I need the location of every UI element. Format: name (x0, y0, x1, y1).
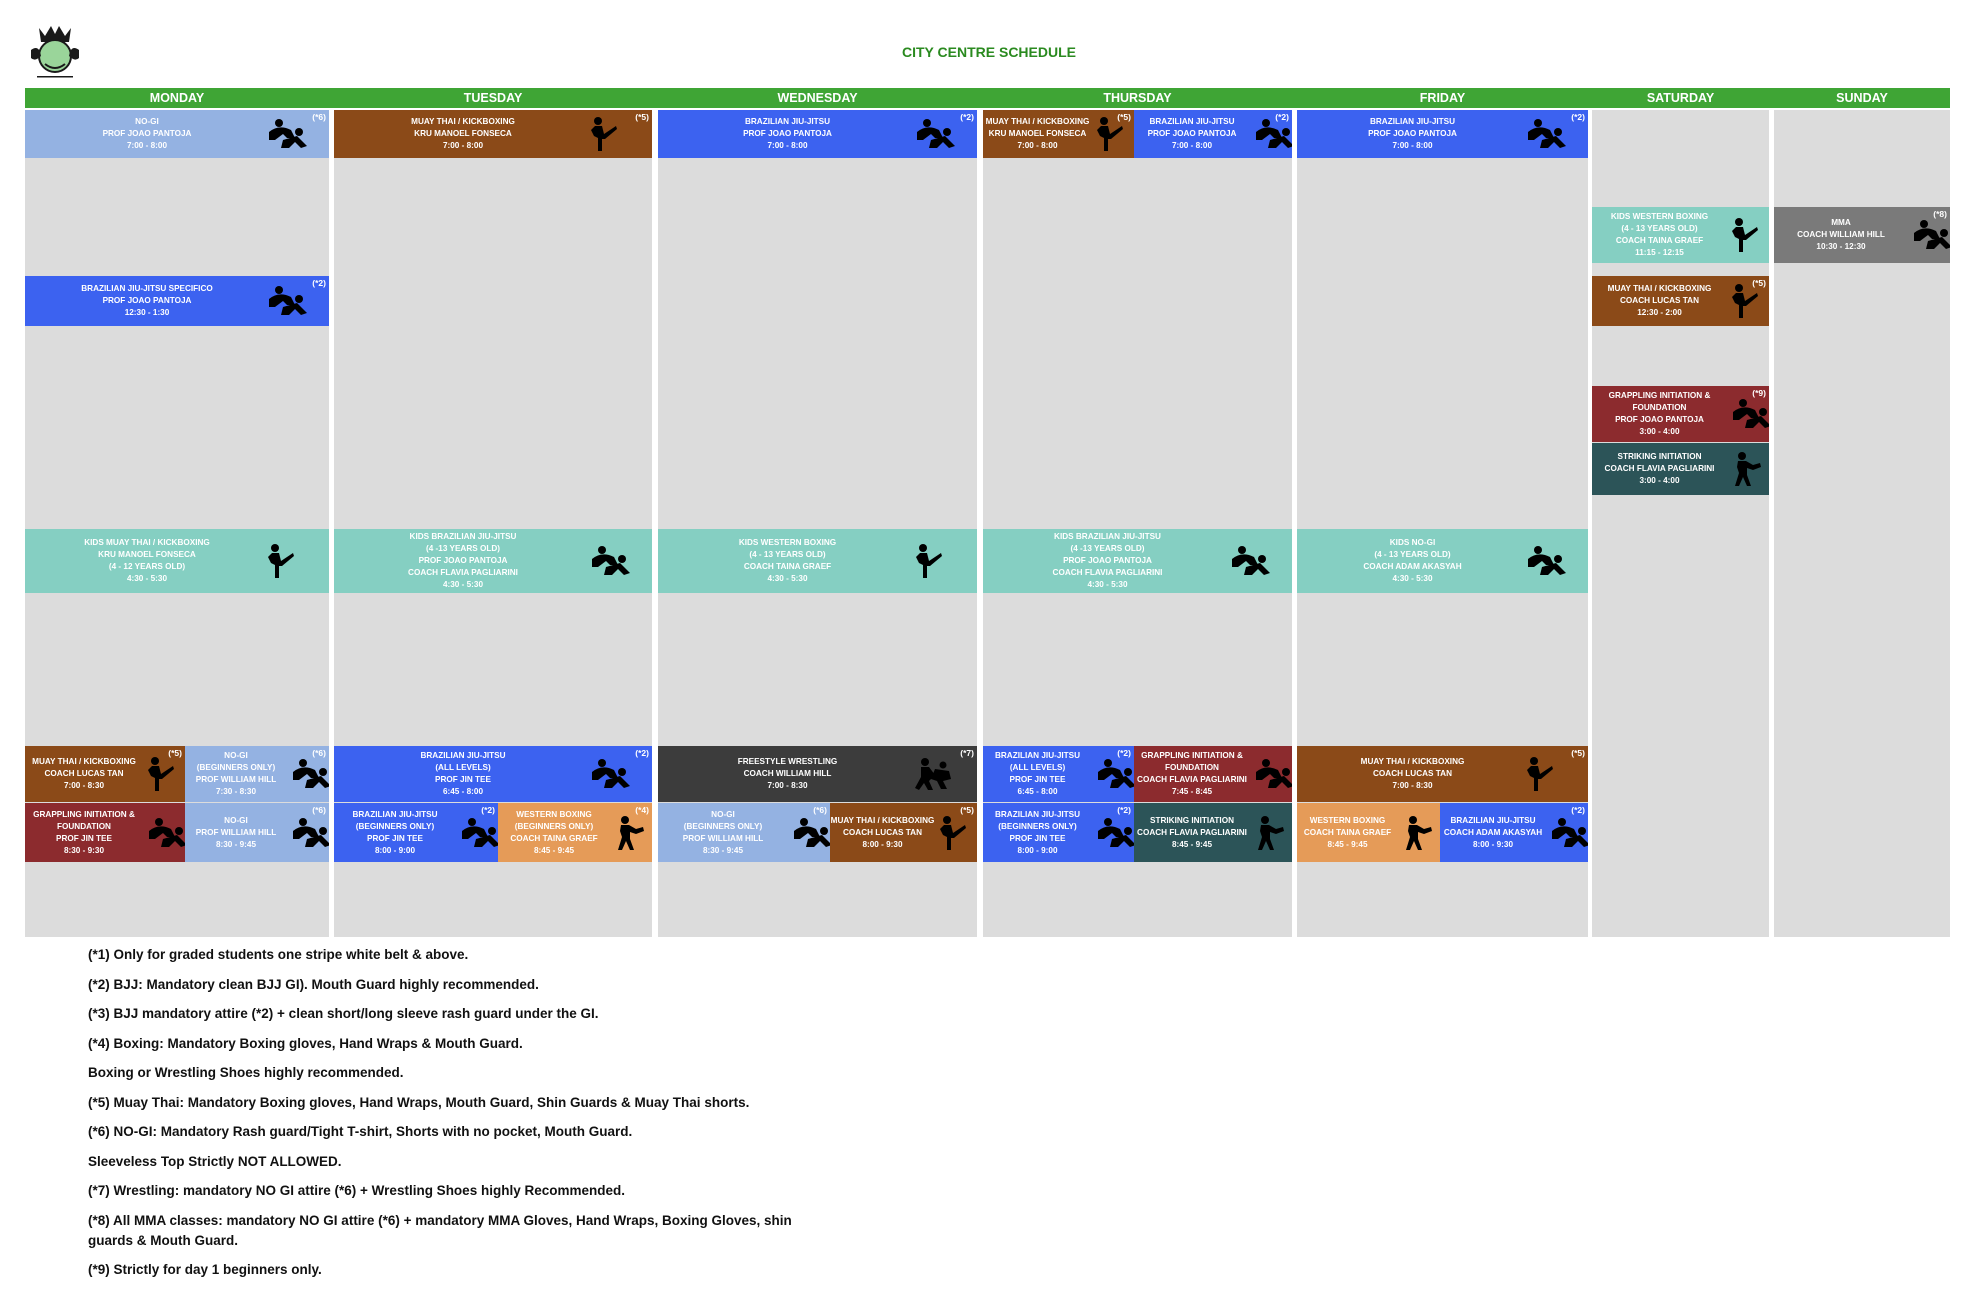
class-line: 8:00 - 9:00 (1017, 845, 1058, 855)
class-line: KRU MANOEL FONSECA (98, 550, 196, 559)
class-line: KRU MANOEL FONSECA (414, 129, 512, 138)
class-text (498, 809, 610, 857)
class-text (658, 809, 788, 857)
class-line: (4 -13 YEARS OLD) (1070, 544, 1145, 553)
class-tue-muay-thai-am (334, 110, 652, 158)
class-line: 7:00 - 8:00 (126, 141, 168, 150)
class-line: (BEGINNERS ONLY) (514, 821, 594, 831)
class-thu-kids-bjj (983, 529, 1292, 593)
class-line: FOUNDATION (1165, 763, 1219, 772)
rule-6: (*6) NO-GI: Mandatory Rash guard/Tight T-shirt, Shorts with no pocket, Mouth Guard. (88, 1124, 633, 1139)
rule-6b: Sleeveless Top Strictly NOT ALLOWED. (88, 1154, 342, 1169)
class-line: 7:00 - 8:30 (1392, 781, 1433, 790)
footnote-marker: (*7) (960, 748, 974, 758)
rule-2: (*2) BJJ: Mandatory clean BJJ GI). Mouth Guard highly recommended. (88, 977, 539, 992)
class-line: COACH LUCAS TAN (1373, 769, 1452, 778)
boxing-fighter-icon (612, 815, 646, 851)
day-friday: FRIDAY (1419, 91, 1466, 105)
footnote-marker: (*6) (312, 805, 326, 815)
class-line: 7:00 - 8:00 (1392, 141, 1433, 150)
class-text (1592, 211, 1727, 259)
grappling-pair-icon (588, 545, 632, 577)
class-line: BRAZILIAN JIU-JITSU (744, 117, 831, 126)
class-line: PROF JIN TEE (367, 833, 423, 843)
class-line: NO-GI (711, 809, 735, 819)
day-tuesday: TUESDAY (463, 91, 523, 105)
class-text (25, 116, 269, 152)
footnote-marker: (*2) (481, 805, 495, 815)
class-mon-kids-muay-thai (25, 529, 329, 593)
grappling-pair-icon (289, 758, 329, 790)
footnote-marker: (*2) (960, 112, 974, 122)
class-text (25, 756, 143, 792)
class-line: MUAY THAI / KICKBOXING (1360, 757, 1465, 766)
kicking-fighter-icon (1524, 756, 1554, 792)
day-header-bar (25, 88, 1950, 108)
class-line: KIDS NO-GI (1389, 538, 1436, 547)
class-line: 6:45 - 8:00 (1017, 787, 1058, 796)
class-text (334, 750, 592, 798)
class-line: 8:45 - 9:45 (533, 845, 575, 855)
class-thu-bjj-beginners (983, 803, 1134, 862)
class-line: (ALL LEVELS) (435, 763, 491, 772)
class-line: 7:30 - 8:30 (215, 787, 257, 796)
class-line: PROF JIN TEE (435, 775, 491, 784)
class-line: 7:45 - 8:45 (1171, 787, 1213, 796)
class-line: 7:00 - 8:30 (767, 781, 808, 790)
class-line: BRAZILIAN JIU-JITSU (1149, 117, 1235, 126)
class-text (1297, 815, 1398, 851)
class-line: FREESTYLE WRESTLING (737, 757, 838, 766)
class-line: PROF WILLIAM HILL (195, 775, 277, 784)
class-line: 8:00 - 9:30 (1472, 839, 1514, 849)
class-line: PROF WILLIAM HILL (195, 827, 277, 837)
kicking-fighter-icon (265, 543, 295, 579)
class-text (658, 537, 917, 585)
class-line: COACH TAINA GRAEF (510, 833, 598, 843)
class-line: STRIKING INITIATION (1150, 815, 1234, 825)
kicking-fighter-icon (145, 756, 175, 792)
day-wednesday: WEDNESDAY (777, 91, 858, 105)
class-line: PROF JIN TEE (1009, 833, 1066, 843)
class-line: 4:30 - 5:30 (1392, 574, 1433, 583)
grappling-pair-icon (1094, 758, 1134, 790)
class-wed-freestyle-wrestling (658, 746, 977, 802)
class-text (830, 815, 935, 851)
class-line: BRAZILIAN JIU-JITSU (352, 809, 438, 819)
footnote-marker: (*2) (635, 748, 649, 758)
class-text (658, 756, 917, 792)
kicking-fighter-icon (1729, 217, 1759, 253)
class-line: KRU MANOEL FONSECA (988, 129, 1087, 138)
footnote-marker: (*5) (635, 112, 649, 122)
class-text (1440, 815, 1546, 851)
class-line: COACH FLAVIA PAGLIARINI (408, 568, 518, 577)
footnote-marker: (*2) (1571, 805, 1585, 815)
class-line: (4 - 13 YEARS OLD) (749, 550, 826, 559)
class-text (334, 531, 592, 591)
class-text (1134, 116, 1250, 152)
class-line: PROF JOAO PANTOJA (1368, 129, 1457, 138)
class-wed-bjj-am (658, 110, 977, 158)
class-line: MUAY THAI / KICKBOXING (32, 757, 136, 766)
grappling-pair-icon (1524, 545, 1568, 577)
class-tue-kids-bjj (334, 529, 652, 593)
footnote-marker: (*9) (1752, 388, 1766, 398)
class-line: PROF JIN TEE (1009, 775, 1066, 784)
class-line: COACH LUCAS TAN (1620, 296, 1699, 305)
class-line: 3:00 - 4:00 (1639, 476, 1680, 485)
class-line: COACH ADAM AKASYAH (1443, 827, 1543, 837)
rule-9: (*9) Strictly for day 1 beginners only. (88, 1262, 322, 1277)
footnote-marker: (*2) (1117, 748, 1131, 758)
class-text (1592, 451, 1727, 487)
grappling-pair-icon (790, 817, 830, 849)
class-line: MUAY THAI / KICKBOXING (985, 117, 1090, 126)
class-wed-kids-boxing (658, 529, 977, 593)
grappling-pair-icon (1729, 398, 1769, 430)
footnote-marker: (*2) (1275, 112, 1289, 122)
boxing-fighter-icon (1729, 451, 1763, 487)
footnote-marker: (*5) (168, 748, 182, 758)
class-line: 4:30 - 5:30 (767, 574, 808, 583)
class-mon-nogi-am (25, 110, 329, 158)
class-text (185, 815, 287, 851)
class-line: 11:15 - 12:15 (1635, 248, 1684, 257)
class-text (983, 116, 1092, 152)
class-line: 4:30 - 5:30 (442, 580, 484, 589)
grappling-pair-icon (1252, 758, 1292, 790)
class-line: BRAZILIAN JIU-JITSU (1450, 815, 1536, 825)
footnote-marker: (*5) (1752, 278, 1766, 288)
day-thursday: THURSDAY (1103, 91, 1172, 105)
footnote-marker: (*5) (1117, 112, 1131, 122)
class-fri-western-boxing (1297, 803, 1440, 862)
kicking-fighter-icon (1729, 283, 1759, 319)
class-line: GRAPPLING INITIATION & (33, 809, 135, 819)
class-thu-grappling-initiation (1134, 746, 1292, 802)
boxing-fighter-icon (1400, 815, 1434, 851)
class-text (334, 809, 456, 857)
class-fri-bjj-am (1297, 110, 1588, 158)
grappling-pair-icon (289, 817, 329, 849)
class-line: 8:30 - 9:45 (702, 845, 744, 855)
footnote-marker: (*2) (312, 278, 326, 288)
class-line: 10:30 - 12:30 (1816, 242, 1866, 251)
takedown-icon (913, 757, 953, 791)
class-line: COACH WILLIAM HILL (743, 769, 832, 778)
class-mon-nogi-late (185, 803, 329, 862)
class-line: 8:00 - 9:30 (862, 839, 903, 849)
class-line: COACH LUCAS TAN (843, 827, 922, 837)
class-line: COACH TAINA GRAEF (1615, 236, 1704, 245)
class-line: BRAZILIAN JIU-JITSU SPECIFICO (81, 284, 213, 293)
class-thu-striking-initiation (1134, 803, 1292, 862)
class-line: (4 - 12 YEARS OLD) (108, 562, 186, 571)
class-text (983, 531, 1232, 591)
class-text (1297, 756, 1528, 792)
class-line: 4:30 - 5:30 (126, 574, 168, 583)
class-text (1774, 217, 1908, 253)
class-line: PROF JOAO PANTOJA (418, 556, 508, 565)
grappling-pair-icon (265, 118, 309, 150)
footnote-marker: (*4) (635, 805, 649, 815)
class-wed-muay-thai-pm (830, 803, 977, 862)
class-sat-muay-thai (1592, 276, 1769, 326)
footnote-marker: (*5) (960, 805, 974, 815)
class-line: FOUNDATION (1632, 403, 1687, 412)
footnote-marker: (*8) (1933, 209, 1947, 219)
class-line: COACH LUCAS TAN (44, 769, 124, 778)
rule-8b: guards & Mouth Guard. (88, 1233, 238, 1248)
class-line: PROF JOAO PANTOJA (102, 296, 192, 305)
class-line: BRAZILIAN JIU-JITSU (1369, 117, 1456, 126)
class-mon-nogi-beginners (185, 746, 329, 802)
class-line: COACH WILLIAM HILL (1797, 230, 1885, 239)
class-line: 8:30 - 9:45 (215, 839, 257, 849)
class-line: PROF JOAO PANTOJA (1063, 556, 1152, 565)
day-saturday: SATURDAY (1646, 91, 1715, 105)
class-text (983, 750, 1092, 798)
class-line: PROF JOAO PANTOJA (102, 129, 192, 138)
class-text (1297, 537, 1528, 585)
rule-7: (*7) Wrestling: mandatory NO GI attire (*6) + Wrestling Shoes highly Recommended. (88, 1183, 625, 1198)
class-line: NO-GI (224, 751, 248, 760)
grappling-pair-icon (588, 758, 632, 790)
class-line: KIDS MUAY THAI / KICKBOXING (84, 538, 210, 547)
class-line: MMA (1831, 218, 1851, 227)
rule-4: (*4) Boxing: Mandatory Boxing gloves, Hand Wraps & Mouth Guard. (88, 1036, 523, 1051)
class-line: COACH ADAM AKASYAH (1363, 562, 1462, 571)
day-monday: MONDAY (149, 91, 205, 105)
class-line: FOUNDATION (57, 821, 111, 831)
class-wed-nogi-beginners (658, 803, 830, 862)
class-text (983, 809, 1092, 857)
class-line: (BEGINNERS ONLY) (355, 821, 435, 831)
class-line: WESTERN BOXING (516, 809, 592, 819)
footnote-marker: (*2) (1571, 112, 1585, 122)
class-line: BRAZILIAN JIU-JITSU (994, 809, 1081, 819)
grappling-pair-icon (1910, 219, 1950, 251)
class-text (334, 116, 592, 152)
class-line: COACH FLAVIA PAGLIARINI (1137, 827, 1247, 837)
class-text (25, 809, 143, 857)
class-line: NO-GI (224, 815, 248, 825)
kicking-fighter-icon (937, 815, 967, 851)
grappling-pair-icon (145, 817, 185, 849)
class-text (25, 283, 269, 319)
class-line: KIDS BRAZILIAN JIU-JITSU (1054, 532, 1161, 541)
class-line: 3:00 - 4:00 (1639, 427, 1680, 436)
class-line: MUAY THAI / KICKBOXING (1607, 284, 1712, 293)
class-line: STRIKING INITIATION (1617, 452, 1702, 461)
class-sat-kids-boxing (1592, 207, 1769, 263)
class-line: 12:30 - 1:30 (124, 308, 170, 317)
class-thu-muay-thai-am (983, 110, 1134, 158)
rule-3: (*3) BJJ mandatory attire (*2) + clean short/long sleeve rash guard under the GI. (88, 1006, 599, 1021)
class-line: 7:00 - 8:00 (442, 141, 484, 150)
rule-5: (*5) Muay Thai: Mandatory Boxing gloves, Hand Wraps, Mouth Guard, Shin Guards & Muay Thai shorts. (88, 1095, 750, 1110)
class-text (1134, 815, 1250, 851)
class-line: 7:00 - 8:00 (1017, 141, 1058, 150)
class-line: 8:30 - 9:30 (63, 845, 105, 855)
class-line: COACH FLAVIA PAGLIARINI (1137, 775, 1247, 784)
class-line: COACH FLAVIA PAGLIARINI (1052, 568, 1163, 577)
grappling-pair-icon (1228, 545, 1272, 577)
class-sun-mma (1774, 207, 1950, 263)
class-line: COACH TAINA GRAEF (1303, 827, 1392, 837)
class-line: 4:30 - 5:30 (1087, 580, 1128, 589)
class-tue-western-boxing (498, 803, 652, 862)
class-line: KIDS WESTERN BOXING (738, 538, 837, 547)
class-line: NO-GI (135, 117, 159, 126)
class-line: COACH FLAVIA PAGLIARINI (1604, 464, 1715, 473)
class-text (1592, 390, 1727, 438)
class-line: GRAPPLING INITIATION & (1608, 391, 1711, 400)
class-line: BRAZILIAN JIU-JITSU (420, 751, 506, 760)
class-mon-muay-thai-pm (25, 746, 185, 802)
class-line: GRAPPLING INITIATION & (1141, 751, 1243, 760)
kicking-fighter-icon (588, 116, 618, 152)
footnote-marker: (*6) (312, 112, 326, 122)
class-line: (BEGINNERS ONLY) (998, 821, 1077, 831)
day-sunday: SUNDAY (1836, 91, 1888, 105)
footnote-marker: (*5) (1571, 748, 1585, 758)
class-line: 6:45 - 8:00 (442, 787, 484, 796)
grappling-pair-icon (1524, 118, 1568, 150)
class-line: COACH TAINA GRAEF (743, 562, 832, 571)
class-line: PROF JIN TEE (56, 833, 112, 843)
class-line: (BEGINNERS ONLY) (683, 821, 763, 831)
class-line: (4 -13 YEARS OLD) (425, 544, 500, 553)
grappling-pair-icon (1094, 817, 1134, 849)
class-line: PROF JOAO PANTOJA (1615, 415, 1704, 424)
class-line: 12:30 - 2:00 (1637, 308, 1682, 317)
footnote-marker: (*2) (1117, 805, 1131, 815)
footnote-marker: (*6) (312, 748, 326, 758)
boxing-fighter-icon (1252, 815, 1286, 851)
class-line: 7:00 - 8:00 (1171, 141, 1213, 150)
class-line: (ALL LEVELS) (1009, 763, 1066, 772)
grappling-pair-icon (1548, 817, 1588, 849)
rule-8: (*8) All MMA classes: mandatory NO GI attire (*6) + mandatory MMA Gloves, Hand Wraps, Boxing Gloves, shin (88, 1213, 792, 1228)
class-line: 8:00 - 9:00 (374, 845, 416, 855)
footnote-marker: (*6) (813, 805, 827, 815)
class-line: KIDS BRAZILIAN JIU-JITSU (409, 532, 517, 541)
class-line: (4 - 13 YEARS OLD) (1621, 224, 1698, 233)
class-line: MUAY THAI / KICKBOXING (830, 815, 935, 825)
class-line: BRAZILIAN JIU-JITSU (994, 751, 1081, 760)
class-line: KIDS WESTERN BOXING (1610, 212, 1709, 221)
class-tue-bjj-beginners (334, 803, 498, 862)
page-title: CITY CENTRE SCHEDULE (902, 44, 1076, 60)
class-line: (4 - 13 YEARS OLD) (1374, 550, 1451, 559)
class-fri-muay-thai-pm (1297, 746, 1588, 802)
class-sat-grappling-initiation (1592, 386, 1769, 442)
class-text (658, 116, 917, 152)
class-fri-kids-nogi (1297, 529, 1588, 593)
rule-4b: Boxing or Wrestling Shoes highly recommended. (88, 1065, 404, 1080)
class-thu-bjj-am (1134, 110, 1292, 158)
class-text (1134, 750, 1250, 798)
grappling-pair-icon (913, 118, 957, 150)
class-text (185, 750, 287, 798)
class-line: 8:45 - 9:45 (1171, 839, 1213, 849)
class-sat-striking-initiation (1592, 443, 1769, 495)
class-line: PROF JOAO PANTOJA (1147, 129, 1237, 138)
class-line: 7:00 - 8:30 (63, 781, 105, 790)
class-mon-grappling-initiation (25, 803, 185, 862)
grappling-pair-icon (458, 817, 498, 849)
class-line: 7:00 - 8:00 (767, 141, 808, 150)
class-mon-bjj-specifico (25, 276, 329, 326)
class-thu-bjj-all-levels (983, 746, 1134, 802)
class-text (1592, 283, 1727, 319)
class-line: PROF WILLIAM HILL (682, 833, 764, 843)
class-line: 8:45 - 9:45 (1327, 839, 1368, 849)
class-tue-bjj-all-levels (334, 746, 652, 802)
kicking-fighter-icon (913, 543, 943, 579)
class-text (25, 537, 269, 585)
grappling-pair-icon (265, 285, 309, 317)
class-text (1297, 116, 1528, 152)
class-line: (BEGINNERS ONLY) (196, 763, 276, 772)
grappling-pair-icon (1252, 118, 1292, 150)
class-line: WESTERN BOXING (1309, 815, 1386, 825)
class-line: MUAY THAI / KICKBOXING (411, 117, 515, 126)
class-fri-bjj-pm (1440, 803, 1588, 862)
rule-1: (*1) Only for graded students one stripe white belt & above. (88, 947, 469, 962)
class-line: PROF JOAO PANTOJA (743, 129, 832, 138)
